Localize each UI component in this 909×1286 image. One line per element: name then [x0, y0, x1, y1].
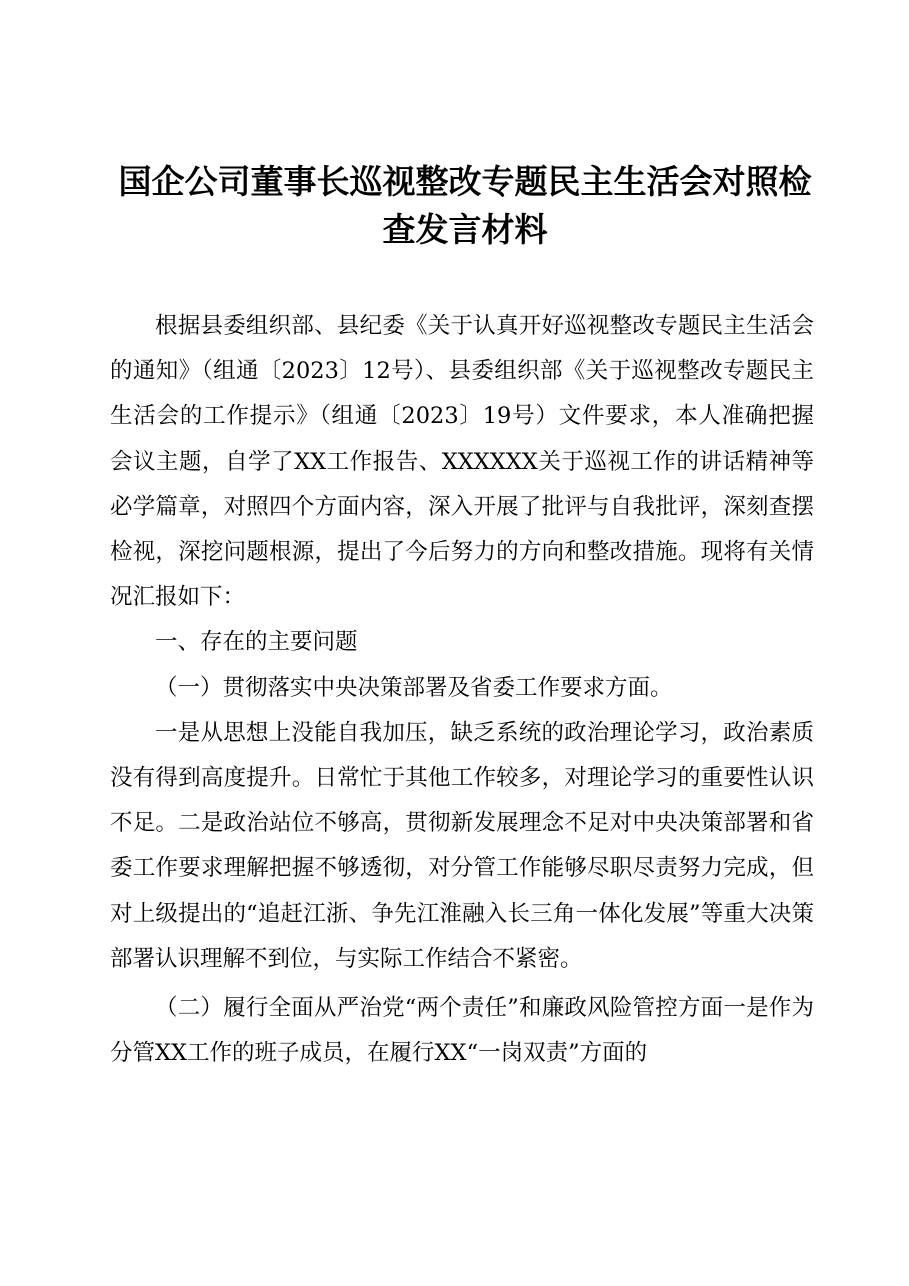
intro-paragraph: 根据县委组织部、县纪委《关于认真开好巡视整改专题民主生活会的通知》（组通〔2023〕12号）、县委组织部《关于巡视整改专题民主生活会的工作提示》（组通〔2023〕19号）文件要求，本人准确把握会议主题，自学了XX工作报告、XXXXXX关于巡视工作的讲话精神等必学篇章，对照四个方面内容，深入开展了批评与自我批评，深刻查摆检视，深挖问题根源，提出了今后努力的方向和整改措施。现将有关情况汇报如下： [110, 313, 814, 611]
section-heading: 一、存在的主要问题 [155, 629, 358, 656]
subsection-heading-1: （一）贯彻落实中央决策部署及省委工作要求方面。 [155, 674, 673, 701]
document-title: 国企公司董事长巡视整改专题民主生活会对照检查发言材料 [118, 162, 812, 249]
subsection-heading-2: （二）履行全面从严治党“两个责任”和廉政风险管控方面一是作为分管XX工作的班子成员，在履行XX“一岗双责”方面的 [110, 995, 814, 1067]
document-body [110, 304, 814, 1076]
body-paragraph: 一是从思想上没能自我加压，缺乏系统的政治理论学习，政治素质没有得到高度提升。日常忙于其他工作较多，对理论学习的重要性认识不足。二是政治站位不够高，贯彻新发展理念不足对中央决策部署和省委工作要求理解把握不够透彻，对分管工作能够尽职尽责努力完成，但对上级提出的“追赶江浙、争先江淮融入长三角一体化发展”等重大决策部署认识理解不到位，与实际工作结合不紧密。 [110, 719, 814, 972]
